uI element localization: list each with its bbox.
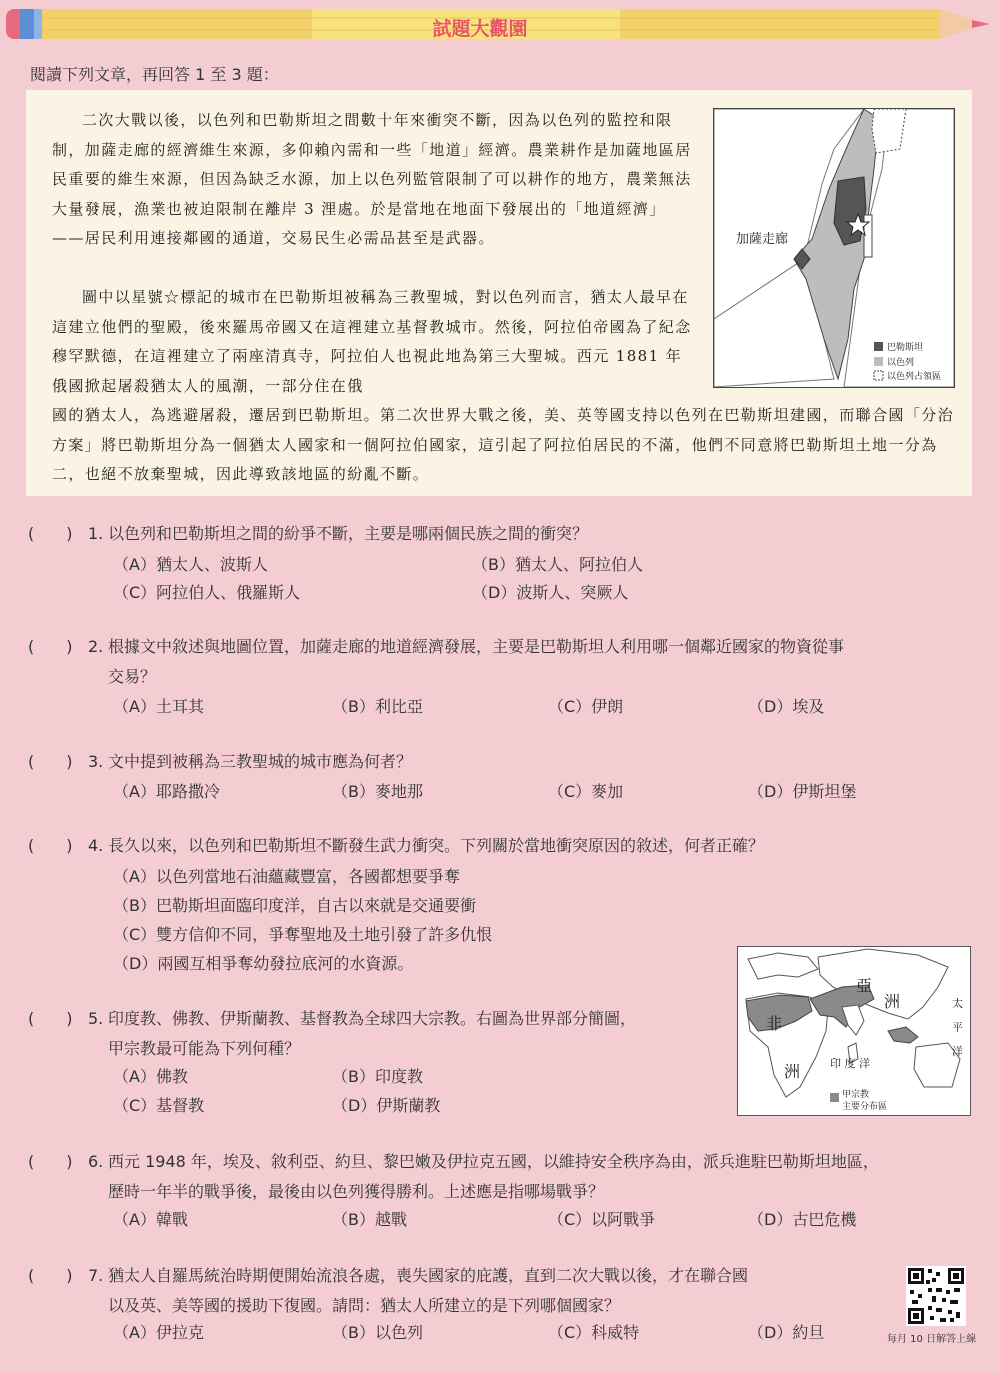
q7-option-b[interactable]: （B）以色列: [332, 1323, 423, 1342]
qr-caption: 每月 10 日解答上線: [887, 1334, 977, 1345]
legend-religion-2: 主要分布區: [842, 1102, 888, 1112]
q5-option-b[interactable]: （B）印度教: [332, 1067, 423, 1086]
legend-swatch-israel: [874, 357, 883, 366]
q1-option-c[interactable]: （C）阿拉伯人、俄羅斯人: [113, 583, 301, 602]
label-pacific-3: 洋: [952, 1045, 963, 1058]
passage-paragraph-2: 圖中以星號☆標記的城市在巴勒斯坦被稱為三教聖城，對以色列而言，猶太人最早在這建立他們的聖殿，後來羅馬帝國又在這裡建立基督教城市。然後，阿拉伯帝國為了紀念穆罕默德，在這裡建立了兩座清真寺，阿拉伯人也視此地為第三大聖城。西元 1881 年俄國掀起屠殺猶太人的風潮，一部分住在俄: [52, 288, 692, 395]
label-indian-ocean: 印 度 洋: [830, 1057, 870, 1070]
q7-option-a[interactable]: （A）伊拉克: [113, 1323, 204, 1342]
question-4: ( ) 4. 長久以來，以色列和巴勒斯坦不斷發生武力衝突。下列關於當地衝突原因的敘述，何者正確？: [28, 831, 968, 861]
q4-option-b[interactable]: （B）巴勒斯坦面臨印度洋，自古以來就是交通要衝: [113, 896, 476, 915]
label-africa-1: 非: [766, 1014, 783, 1033]
legend-swatch-palestine: [874, 342, 883, 351]
label-asia-2: 洲: [884, 992, 901, 1011]
label-asia-1: 亞: [856, 976, 873, 995]
q1-option-b[interactable]: （B）猶太人、阿拉伯人: [472, 555, 643, 574]
q4-option-c[interactable]: （C）雙方信仰不同，爭奪聖地及土地引發了許多仇恨: [113, 925, 493, 944]
q4-option-d[interactable]: （D）兩國互相爭奪幼發拉底河的水資源。: [113, 954, 414, 973]
gaza-label: 加薩走廊: [736, 232, 789, 247]
q2-option-d[interactable]: （D）埃及: [748, 697, 825, 716]
q3-option-d[interactable]: （D）伊斯坦堡: [748, 782, 857, 801]
q3-option-a[interactable]: （A）耶路撒冷: [113, 782, 220, 801]
answer-blank[interactable]: ( ): [28, 836, 73, 855]
pencil-banner: [0, 6, 1000, 42]
answer-blank[interactable]: ( ): [28, 752, 73, 771]
q2-option-c[interactable]: （C）伊朗: [548, 697, 624, 716]
legend-swatch-religion: [830, 1093, 839, 1102]
q3-option-b[interactable]: （B）麥地那: [332, 782, 423, 801]
q1-option-d[interactable]: （D）波斯人、突厥人: [472, 583, 629, 602]
world-religion-map: [737, 946, 971, 1116]
question-6: ( ) 6. 西元 1948 年，埃及、敘利亞、約旦、黎巴嫩及伊拉克五國，以維持安全秩序為由，派兵進駐巴勒斯坦地區， 歷時一年半的戰爭後，最後由以色列獲得勝利。上述應是指哪場戰爭？: [28, 1147, 978, 1207]
q5-option-a[interactable]: （A）佛教: [113, 1067, 188, 1086]
q6-option-c[interactable]: （C）以阿戰爭: [548, 1210, 656, 1229]
label-pacific-2: 平: [952, 1021, 963, 1034]
legend-religion-1: 甲宗教: [842, 1090, 870, 1100]
answer-blank[interactable]: ( ): [28, 1152, 73, 1171]
legend-israel: 以色列: [887, 358, 915, 368]
q6-option-d[interactable]: （D）古巴危機: [748, 1210, 857, 1229]
q6-option-b[interactable]: （B）越戰: [332, 1210, 407, 1229]
q7-option-d[interactable]: （D）約旦: [748, 1323, 825, 1342]
question-1: ( ) 1. 以色列和巴勒斯坦之間的紛爭不斷，主要是哪兩個民族之間的衝突？: [28, 519, 928, 549]
q7-option-c[interactable]: （C）科威特: [548, 1323, 640, 1342]
q1-option-a[interactable]: （A）猶太人、波斯人: [113, 555, 268, 574]
passage-paragraph-1: 二次大戰以後，以色列和巴勒斯坦之間數十年來衝突不斷，因為以色列的監控和限制，加薩走廊的經濟維生來源，多仰賴內需和一些「地道」經濟。農業耕作是加薩地區居民重要的維生來源，但因為缺乏水源，加上以色列監管限制了可以耕作的地方，農業無法大量發展，漁業也被迫限制在離岸 3 浬處。於是當地在地面下發展出的「地道經濟」——居民利用連接鄰國的通道，交易民生必需品甚至是武器。: [52, 111, 692, 247]
israel-palestine-map: [713, 108, 955, 388]
question-7: ( ) 7. 猶太人自羅馬統治時期便開始流浪各處，喪失國家的庇護，直到二次大戰以後，才在聯合國 以及英、美等國的援助下復國。請問：猶太人所建立的是下列哪個國家？: [28, 1261, 858, 1321]
question-5: ( ) 5. 印度教、佛教、伊斯蘭教、基督教為全球四大宗教。右圖為世界部分簡圖， 甲宗教最可能為下列何種？: [28, 1004, 728, 1064]
q5-option-c[interactable]: （C）基督教: [113, 1096, 205, 1115]
question-3: ( ) 3. 文中提到被稱為三教聖城的城市應為何者？: [28, 747, 928, 777]
qr-code[interactable]: [906, 1266, 966, 1326]
question-2: ( ) 2. 根據文中敘述與地圖位置，加薩走廊的地道經濟發展，主要是巴勒斯坦人利用哪一個鄰近國家的物資從事 交易？: [28, 632, 968, 692]
passage-paragraph-2-continued: 國的猶太人，為逃避屠殺，遷居到巴勒斯坦。第二次世界大戰之後，美、英等國支持以色列在巴勒斯坦建國，而聯合國「分治方案」將巴勒斯坦分為一個猶太人國家和一個阿拉伯國家，這引起了阿拉伯居民的不滿，他們不同意將巴勒斯坦土地一分為二，也絕不放棄聖城，因此導致該地區的紛亂不斷。: [52, 406, 955, 483]
legend-swatch-occupied: [874, 371, 883, 380]
q3-option-c[interactable]: （C）麥加: [548, 782, 624, 801]
page-title: 試題大觀園: [432, 18, 528, 40]
legend-palestine: 巴勒斯坦: [887, 343, 924, 353]
reading-passage: [26, 90, 972, 496]
answer-blank[interactable]: ( ): [28, 524, 73, 543]
answer-blank[interactable]: ( ): [28, 1266, 73, 1285]
q2-option-b[interactable]: （B）利比亞: [332, 697, 423, 716]
q2-option-a[interactable]: （A）土耳其: [113, 697, 204, 716]
label-africa-2: 洲: [784, 1062, 801, 1081]
intro-text: 閱讀下列文章，再回答 1 至 3 題：: [30, 65, 279, 84]
q6-option-a[interactable]: （A）韓戰: [113, 1210, 188, 1229]
answer-blank[interactable]: ( ): [28, 1009, 73, 1028]
legend-occupied: 以色列占領區: [887, 372, 942, 382]
q5-option-d[interactable]: （D）伊斯蘭教: [332, 1096, 441, 1115]
q4-option-a[interactable]: （A）以色列當地石油蘊藏豐富，各國都想要爭奪: [113, 867, 460, 886]
answer-blank[interactable]: ( ): [28, 637, 73, 656]
label-pacific-1: 太: [952, 997, 963, 1010]
